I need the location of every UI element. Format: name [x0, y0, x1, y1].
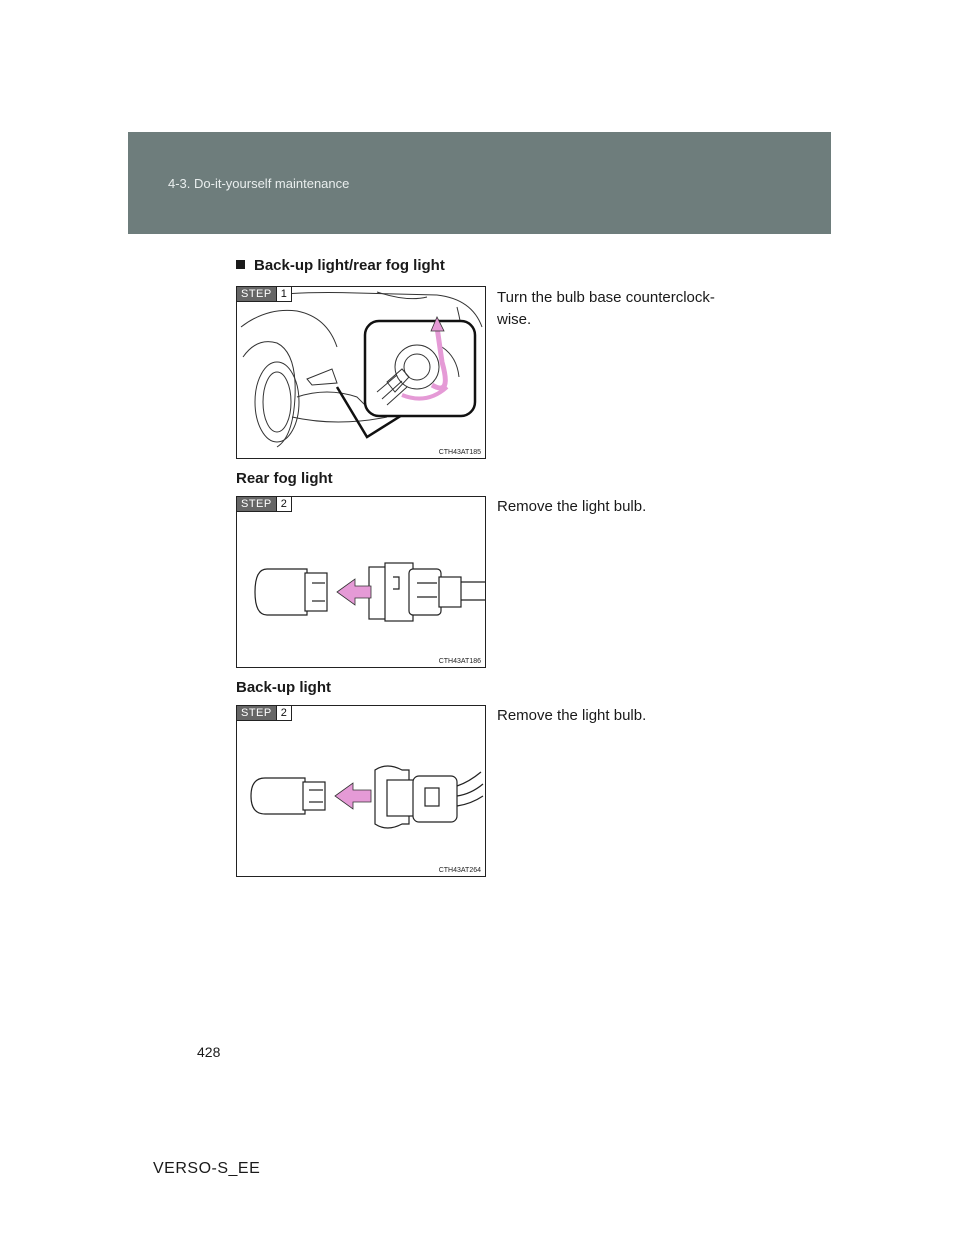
heading-text: Back-up light/rear fog light: [254, 257, 445, 274]
instruction-step-1: [497, 287, 797, 331]
figure-code: CTH43AT264: [438, 867, 481, 874]
step-number: 2: [276, 497, 291, 511]
step-label: STEP: [237, 287, 276, 301]
bumper-bulb-illustration: [237, 287, 485, 458]
section-title: 4-3. Do-it-yourself maintenance: [168, 176, 350, 191]
step-number: 1: [276, 287, 291, 301]
figure-step-2-backup: [236, 705, 486, 877]
instruction-step-2-backup: Remove the light bulb.: [497, 707, 647, 724]
step-badge: [237, 287, 292, 302]
figure-code: CTH43AT185: [438, 449, 481, 456]
instruction-step-2-fog: Remove the light bulb.: [497, 498, 647, 515]
square-bullet-icon: [236, 260, 245, 269]
step-number: 2: [276, 706, 291, 720]
backup-bulb-removal-illustration: [237, 706, 485, 876]
step-label: STEP: [237, 706, 276, 720]
page-number: 428: [197, 1044, 221, 1060]
subheading-back-up: Back-up light: [236, 679, 332, 696]
fog-bulb-removal-illustration: [237, 497, 485, 667]
figure-step-1: [236, 286, 486, 459]
figure-step-2-fog: [236, 496, 486, 668]
subheading-rear-fog: Rear fog light: [236, 470, 333, 487]
figure-code: CTH43AT186: [438, 658, 481, 665]
step-badge: [237, 497, 292, 512]
section-heading: [236, 257, 445, 274]
step-badge: [237, 706, 292, 721]
model-code: VERSO-S_EE: [153, 1160, 261, 1177]
instruction-text: Turn the bulb base counterclock- wise.: [497, 289, 715, 328]
step-label: STEP: [237, 497, 276, 511]
